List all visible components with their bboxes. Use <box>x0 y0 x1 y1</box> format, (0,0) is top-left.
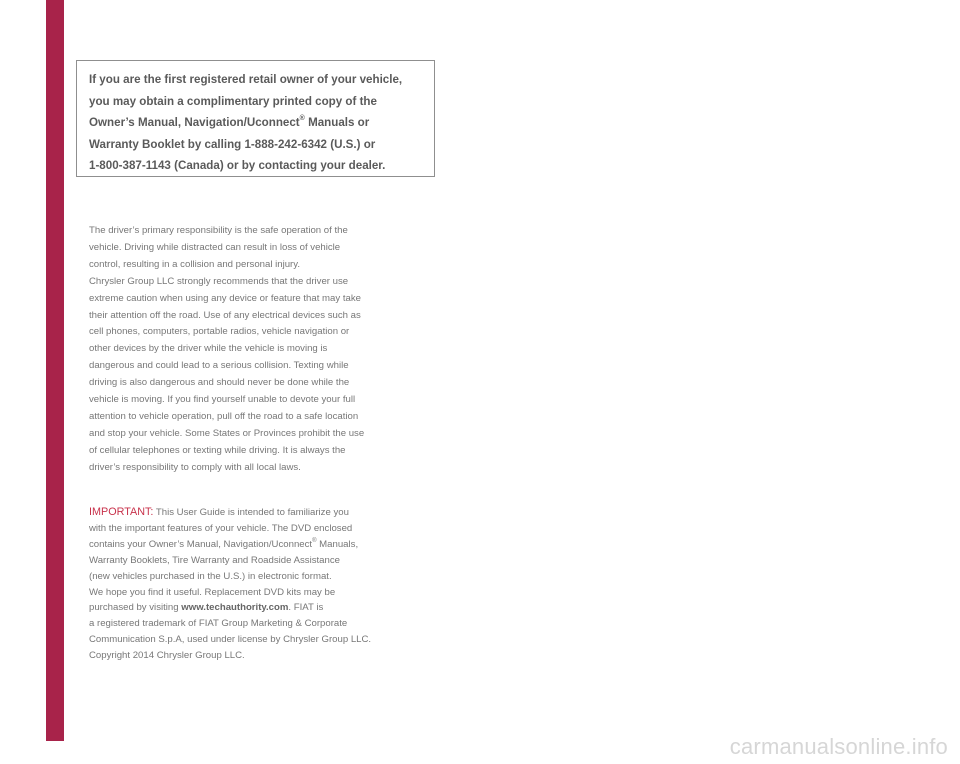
notice-line-1: If you are the first registered retail owner of your vehicle, <box>89 73 403 86</box>
site-watermark: carmanualsonline.info <box>729 734 948 759</box>
notice-line-3-start: Owner’s Manual, Navigation/Uconnect <box>89 116 300 130</box>
important-line-9: Communication S.p.A, used under license by Chrysler Group LLC. <box>89 634 372 646</box>
notice-line-3-end: Manuals or <box>304 116 370 130</box>
body-line-4: Chrysler Group LLC strongly recommends that the driver use <box>89 275 349 287</box>
notice-line-4: Warranty Booklet by calling 1-888-242-6342 (U.S.) or <box>89 137 376 151</box>
driver-responsibility-paragraph <box>89 223 419 477</box>
techauthority-link[interactable]: www.techauthority.com <box>181 602 289 614</box>
registered-mark: ® <box>299 115 305 123</box>
body-line-3: control, resulting in a collision and personal injury. <box>89 258 300 270</box>
body-line-13: and stop your vehicle. Some States or Provinces prohibit the use <box>89 427 365 439</box>
registered-mark: ® <box>312 537 317 544</box>
owner-manual-notice-text <box>89 69 428 177</box>
side-accent-band <box>46 0 64 741</box>
important-line-5: (new vehicles purchased in the U.S.) in electronic format. <box>89 570 332 582</box>
important-line-3 <box>89 537 419 553</box>
important-line-7 <box>89 600 419 616</box>
body-line-9: dangerous and could lead to a serious collision. Texting while <box>89 360 349 372</box>
important-line-3-end: Manuals, <box>316 538 359 550</box>
owner-manual-notice-box <box>76 60 435 177</box>
important-line-2: with the important features of your vehicle. The DVD enclosed <box>89 522 353 534</box>
body-line-8: other devices by the driver while the vehicle is moving is <box>89 343 328 355</box>
important-line-1-text: This User Guide is intended to familiarize you <box>153 507 349 518</box>
important-line-6: We hope you find it useful. Replacement DVD kits may be <box>89 586 336 598</box>
important-line-10: Copyright 2014 Chrysler Group LLC. <box>89 650 245 662</box>
important-line-3-start: contains your Owner’s Manual, Navigation/Uconnect <box>89 538 313 550</box>
body-line-12: attention to vehicle operation, pull off the road to a safe location <box>89 410 359 422</box>
body-line-14: of cellular telephones or texting while driving. It is always the <box>89 444 346 456</box>
body-line-10: driving is also dangerous and should never be done while the <box>89 377 350 389</box>
notice-line-3 <box>89 112 428 134</box>
important-label: IMPORTANT: <box>89 506 154 518</box>
body-line-2: vehicle. Driving while distracted can result in loss of vehicle <box>89 241 341 253</box>
body-line-6: their attention off the road. Use of any electrical devices such as <box>89 309 361 321</box>
notice-line-2: you may obtain a complimentary printed copy of the <box>89 94 377 108</box>
body-line-1: The driver’s primary responsibility is the safe operation of the <box>89 225 348 236</box>
important-line-7-start: purchased by visiting <box>89 602 182 614</box>
important-line-7-end: . FIAT is <box>288 602 324 614</box>
body-line-5: extreme caution when using any device or feature that may take <box>89 292 361 304</box>
notice-line-5: 1-800-387-1143 (Canada) or by contacting your dealer. <box>89 159 386 173</box>
important-line-8: a registered trademark of FIAT Group Marketing & Corporate <box>89 618 348 630</box>
body-line-7: cell phones, computers, portable radios, vehicle navigation or <box>89 326 350 338</box>
important-line-4: Warranty Booklets, Tire Warranty and Roadside Assistance <box>89 554 340 566</box>
important-line-1 <box>89 505 419 521</box>
body-line-11: vehicle is moving. If you find yourself unable to devote your full <box>89 394 356 406</box>
body-line-15: driver’s responsibility to comply with all local laws. <box>89 461 301 473</box>
important-notice-paragraph <box>89 505 419 664</box>
